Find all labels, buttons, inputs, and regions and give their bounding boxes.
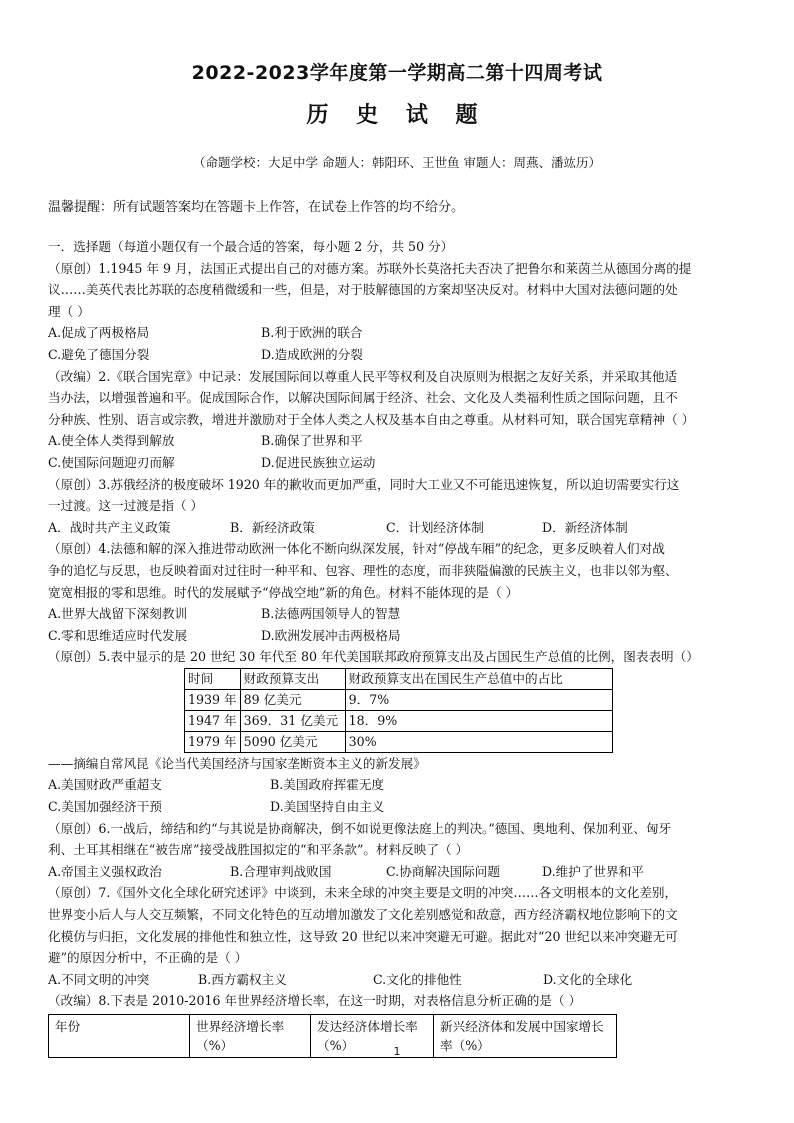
option-d: D．新经济体制 bbox=[542, 519, 628, 535]
question-4 bbox=[48, 538, 748, 646]
table-cell: 369．31 亿美元 bbox=[240, 710, 345, 731]
question-1 bbox=[48, 258, 748, 366]
option-c: C.使国际问题迎刃而解 bbox=[48, 454, 175, 470]
exam-title: 2022-2023学年度第一学期高二第十四周考试 bbox=[191, 62, 603, 84]
budget-table bbox=[184, 668, 613, 753]
options bbox=[48, 603, 748, 646]
option-b: B.利于欧洲的联合 bbox=[261, 325, 363, 341]
option-b: B.确保了世界和平 bbox=[261, 433, 363, 449]
option-a: A.使全体人类得到解放 bbox=[48, 433, 175, 449]
table-header-row bbox=[185, 668, 613, 689]
question-line: 化模仿与归拒，文化发展的排他性和独立性，这导致 20 世纪以来冲突避无可避。据此对“20 世纪以来冲突避无可 bbox=[48, 928, 678, 944]
question-line: 一过渡。这一过渡是指（ ） bbox=[48, 498, 204, 514]
question-line: 避”的原因分析中，不正确的是（ ） bbox=[48, 950, 248, 966]
question-line: （原创）4.法德和解的深入推进带动欧洲一体化不断向纵深发展，针对“停战车厢”的纪念，更多反映着人们对战 bbox=[48, 541, 665, 557]
question-line: 宽宽相报的零和思维。时代的发展赋予“停战空地”新的角色。材料不能体现的是（ ） bbox=[48, 584, 519, 600]
option-c: C．计划经济体制 bbox=[386, 519, 484, 535]
table-source: ——摘编自常风昆《论当代美国经济与国家垄断资本主义的新发展》 bbox=[48, 755, 426, 771]
question-7 bbox=[48, 882, 748, 990]
page-number: 1 bbox=[393, 1045, 401, 1058]
exam-meta: （命题学校：大足中学 命题人：韩阳环、王世鱼 审题人：周燕、潘竑历） bbox=[193, 155, 601, 170]
exam-subject-title: 历 史 试 题 bbox=[306, 103, 488, 128]
options bbox=[48, 430, 748, 473]
option-d: D.美国坚持自由主义 bbox=[270, 799, 385, 815]
option-a: A.世界大战留下深刻教训 bbox=[48, 606, 188, 622]
table-header-cell: 财政预算支出 bbox=[240, 668, 345, 689]
table-cell: 1939 年 bbox=[185, 689, 241, 710]
table-cell: 1947 年 bbox=[185, 710, 241, 731]
option-b: B.美国政府挥霍无度 bbox=[270, 777, 385, 793]
options bbox=[48, 774, 748, 817]
question-line: （原创）5.表中显示的是 20 世纪 30 年代至 80 年代美国联邦政府预算支出及占国民生产总值的比例，图表表明（） bbox=[48, 649, 699, 665]
table-header-cell: 时间 bbox=[185, 668, 241, 689]
question-line: （原创）3.苏俄经济的极度破坏 1920 年的歉收而更加严重，同时大工业又不可能迅速恢复，所以迫切需要实行这 bbox=[48, 476, 680, 492]
question-line: 世界变小后人与人交互频繁，不同文化特色的互动增加激发了文化差别感觉和敌意，西方经济霸权地位影响下的文 bbox=[48, 907, 678, 923]
question-line: （原创）7.《国外文化全球化研究述评》中谈到，未来全球的冲突主要是文明的冲突……各文明根本的文化差别， bbox=[48, 885, 678, 901]
option-d: D.文化的全球化 bbox=[543, 971, 633, 987]
table-cell: 18．9% bbox=[345, 710, 612, 731]
option-a: A.不同文明的冲突 bbox=[48, 971, 150, 987]
option-c: C.协商解决国际问题 bbox=[386, 863, 500, 879]
question-5 bbox=[48, 646, 748, 817]
option-d: D.欧洲发展冲击两极格局 bbox=[261, 627, 401, 643]
table-header-cell: 财政预算支出在国民生产总值中的占比 bbox=[345, 668, 612, 689]
option-c: C.文化的排他性 bbox=[373, 971, 462, 987]
options bbox=[48, 861, 748, 883]
question-line: 当办法，以增强普遍和平。促成国际合作，以解决国际间属于经济、社会、文化及人类福利性质之国际问题，且不 bbox=[48, 390, 678, 406]
question-line: （改编）8.下表是 2010-2016 年世界经济增长率，在这一时期，对表格信息分析正确的是（ ） bbox=[48, 993, 582, 1009]
option-a: A.帝国主义强权政治 bbox=[48, 863, 162, 879]
option-d: D.造成欧洲的分裂 bbox=[261, 346, 363, 362]
question-3 bbox=[48, 474, 748, 539]
table-header-cell: 世界经济增长率（%） bbox=[190, 1015, 311, 1058]
table-header-cell: 年份 bbox=[49, 1015, 190, 1058]
question-line: 分种族、性别、语言或宗教，增进并激励对于全体人类之人权及基本自由之尊重。从材料可知，联合国宪章精神（ ） bbox=[48, 411, 695, 427]
question-line: （改编）2.《联合国宪章》中记录：发展国际间以尊重人民平等权利及自决原则为根据之友好关系，并采取其他适 bbox=[48, 368, 678, 384]
question-line: 争的追忆与反思，也反映着面对过往时一种平和、包容、理性的态度，而非狭隘偏激的民族主义，也非以邻为壑、 bbox=[48, 562, 678, 578]
option-c: C.美国加强经济干预 bbox=[48, 799, 162, 815]
section-title: 一．选择题（每道小题仅有一个最合适的答案，每小题 2 分，共 50 分） bbox=[48, 239, 454, 254]
option-a: A.美国财政严重超支 bbox=[48, 777, 162, 793]
table-cell: 9．7% bbox=[345, 689, 612, 710]
question-content bbox=[48, 236, 748, 1058]
question-line: （原创）1.1945 年 9 月，法国正式提出自己的对德方案。苏联外长莫洛托夫否决了把鲁尔和莱茵兰从德国分离的提 bbox=[48, 260, 692, 276]
table-header-cell: 发达经济体增长率（%） bbox=[311, 1015, 434, 1058]
question-line: 议……美英代表比苏联的态度稍微缓和一些，但是，对于肢解德国的方案却坚决反对。材料中大国对法德问题的处 bbox=[48, 282, 678, 298]
option-a: A.促成了两极格局 bbox=[48, 325, 150, 341]
option-d: D.维护了世界和平 bbox=[542, 863, 644, 879]
table-cell: 5090 亿美元 bbox=[240, 731, 345, 752]
options bbox=[48, 322, 748, 365]
table-row bbox=[185, 731, 613, 752]
question-line: （原创）6.一战后，缔结和约“与其说是协商解决，倒不如说更像法庭上的判决。”德国、奥地利、保加利亚、匈牙 bbox=[48, 820, 672, 836]
table-header-cell: 新兴经济体和发展中国家增长率（%） bbox=[434, 1015, 617, 1058]
option-b: B.合理审判战败国 bbox=[230, 863, 332, 879]
table-row bbox=[185, 689, 613, 710]
option-b: B.法德两国领导人的智慧 bbox=[261, 606, 401, 622]
option-b: B.西方霸权主义 bbox=[198, 971, 287, 987]
options bbox=[48, 969, 748, 991]
question-line: 理（ ） bbox=[48, 303, 90, 319]
option-c: C.零和思维适应时代发展 bbox=[48, 627, 188, 643]
question-6 bbox=[48, 818, 748, 883]
option-d: D.促进民族独立运动 bbox=[261, 454, 376, 470]
question-line: 利、土耳其相继在“被告席”接受战胜国拟定的“和平条款”。材料反映了（ ） bbox=[48, 842, 469, 858]
options bbox=[48, 517, 748, 539]
table-cell: 89 亿美元 bbox=[240, 689, 345, 710]
option-a: A．战时共产主义政策 bbox=[48, 519, 171, 535]
question-2 bbox=[48, 366, 748, 474]
table-cell: 30% bbox=[345, 731, 612, 752]
option-b: B．新经济政策 bbox=[230, 519, 315, 535]
option-c: C.避免了德国分裂 bbox=[48, 346, 150, 362]
table-row bbox=[185, 710, 613, 731]
table-cell: 1979 年 bbox=[185, 731, 241, 752]
warm-tip: 温馨提醒：所有试题答案均在答题卡上作答，在试卷上作答的均不给分。 bbox=[48, 200, 465, 215]
